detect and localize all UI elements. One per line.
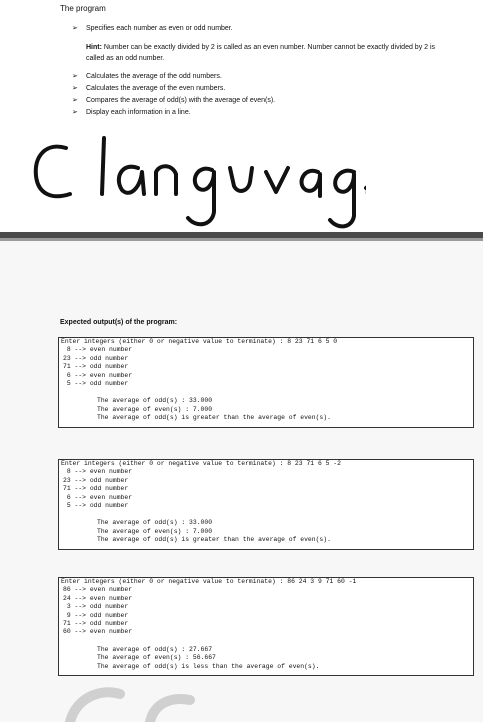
program-title: The program xyxy=(60,4,106,13)
prompt-line: Enter integers (either 0 or negative value to terminate) : 8 23 71 6 5 0 xyxy=(61,338,338,345)
hint-text: Number can be exactly divided by 2 is called as an even number. Number cannot be exactly divided by 2 is called as an odd number. xyxy=(86,44,436,62)
result-line: The average of even(s) : 7.000 xyxy=(97,527,213,535)
item-line: 5 --> odd number xyxy=(63,501,129,509)
item-line: 8 --> even number xyxy=(63,468,133,476)
bullet-display: ➢ Display each information in a line. xyxy=(72,109,191,116)
hint-paragraph xyxy=(86,42,446,64)
result-line: The average of even(s) : 7.000 xyxy=(97,405,213,413)
bullet-specifies: ➢ Specifies each number as even or odd number. xyxy=(72,25,233,32)
item-line: 24 --> even number xyxy=(63,594,133,602)
arrow-bullet-icon: ➢ xyxy=(72,73,78,80)
arrow-bullet-icon: ➢ xyxy=(72,109,78,116)
item-line: 60 --> even number xyxy=(63,628,133,636)
arrow-bullet-icon: ➢ xyxy=(72,97,78,104)
result-line: The average of odd(s) : 33.000 xyxy=(97,519,213,527)
result-line: The average of odd(s) is less than the average of even(s). xyxy=(97,662,320,670)
item-line: 23 --> odd number xyxy=(63,476,129,484)
handwritten-c-language xyxy=(26,128,366,238)
arrow-bullet-icon: ➢ xyxy=(72,25,78,32)
prompt-line: Enter integers (either 0 or negative value to terminate) : 86 24 3 9 71 60 -1 xyxy=(61,578,357,585)
result-line: The average of even(s) : 56.667 xyxy=(97,654,216,662)
item-line: 6 --> even number xyxy=(63,493,133,501)
prompt-line: Enter integers (either 0 or negative value to terminate) : 8 23 71 6 5 -2 xyxy=(61,460,341,467)
output-box-2 xyxy=(58,459,474,550)
bullet-compare: ➢ Compares the average of odd(s) with the average of even(s). xyxy=(72,97,276,104)
bullet-avg-odd: ➢ Calculates the average of the odd numbers. xyxy=(72,73,222,80)
result-line: The average of odd(s) is greater than the average of even(s). xyxy=(97,536,331,544)
item-line: 71 --> odd number xyxy=(63,363,129,371)
arrow-bullet-icon: ➢ xyxy=(72,85,78,92)
item-line: 23 --> odd number xyxy=(63,354,129,362)
result-line: The average of odd(s) is greater than the average of even(s). xyxy=(97,414,331,422)
item-line: 71 --> odd number xyxy=(63,619,129,627)
hint-label: Hint: xyxy=(86,44,102,51)
item-line: 86 --> even number xyxy=(63,586,133,594)
assignment-top xyxy=(0,0,483,232)
bullet-avg-even: ➢ Calculates the average of the even numbers. xyxy=(72,85,226,92)
item-line: 8 --> even number xyxy=(63,346,133,354)
item-line: 71 --> odd number xyxy=(63,485,129,493)
result-line: The average of odd(s) : 33.000 xyxy=(97,397,213,405)
item-line: 3 --> odd number xyxy=(63,603,129,611)
watermark-shape xyxy=(40,678,240,722)
item-line: 6 --> even number xyxy=(63,371,133,379)
item-line: 9 --> odd number xyxy=(63,611,129,619)
expected-output-title: Expected output(s) of the program: xyxy=(60,319,178,326)
output-box-3 xyxy=(58,577,474,676)
result-line: The average of odd(s) : 27.667 xyxy=(97,645,213,653)
output-box-1 xyxy=(58,337,474,428)
item-line: 5 --> odd number xyxy=(63,379,129,387)
